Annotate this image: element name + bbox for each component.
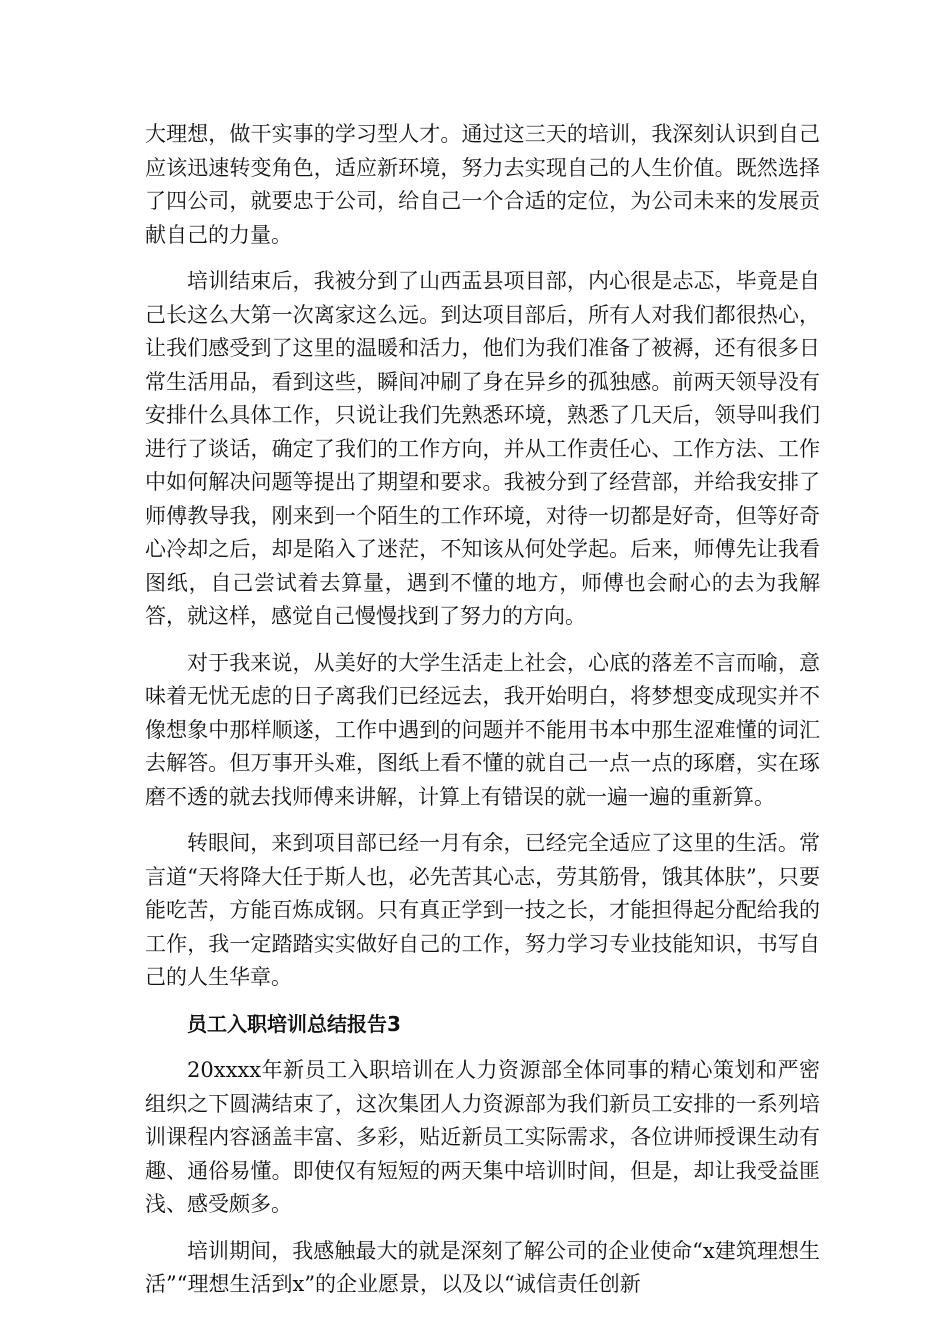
paragraph-3: 对于我来说，从美好的大学生活走上社会，心底的落差不言而喻，意味着无忧无虑的日子离我们已经远去，我开始明白，将梦想变成现实并不像想象中那样顺遂，工作中遇到的问题并不能用书本中那生涩难懂的词汇去解答。但万事开头难，图纸上看不懂的就自己一点一点的琢磨，实在琢磨不透的就去找师傅来讲解，计算上有错误的就一遍一遍的重新算。: [145, 650, 820, 809]
section-heading: 员工入职培训总结报告3: [187, 1011, 401, 1036]
document-page: [145, 118, 820, 1315]
paragraph-1: 大理想，做干实事的学习型人才。通过这三天的培训，我深刻认识到自己应该迅速转变角色，适应新环境，努力去实现自己的人生价值。既然选择了四公司，就要忠于公司，给自己一个合适的定位，为公司未来的发展贡献自己的力量。: [145, 122, 820, 247]
paragraph-2: 培训结束后，我被分到了山西盂县项目部，内心很是忐忑，毕竟是自己长这么大第一次离家这么远。到达项目部后，所有人对我们都很热心，让我们感受到了这里的温暖和活力，他们为我们准备了被褥，还有很多日常生活用品，看到这些，瞬间冲刷了身在异乡的孤独感。前两天领导没有安排什么具体工作，只说让我们先熟悉环境，熟悉了几天后，领导叫我们进行了谈话，确定了我们的工作方向，并从工作责任心、工作方法、工作中如何解决问题等提出了期望和要求。我被分到了经营部，并给我安排了师傅教导我，刚来到一个陌生的工作环境，对待一切都是好奇，但等好奇心冷却之后，却是陷入了迷茫，不知该从何处学起。后来，师傅先让我看图纸，自己尝试着去算量，遇到不懂的地方，师傅也会耐心的去为我解答，就这样，感觉自己慢慢找到了努力的方向。: [145, 269, 820, 628]
paragraph-5: 20xxxx年新员工入职培训在人力资源部全体同事的精心策划和严密组织之下圆满结束了，这次集团人力资源部为我们新员工安排的一系列培训课程内容涵盖丰富、多彩，贴近新员工实际需求，各位讲师授课生动有趣、通俗易懂。即使仅有短短的两天集中培训时间，但是，却让我受益匪浅、感受颇多。: [145, 1058, 820, 1216]
paragraph-4: 转眼间，来到项目部已经一月有余，已经完全适应了这里的生活。常言道“天将降大任于斯人也，必先苦其心志，劳其筋骨，饿其体肤”，只要能吃苦，方能百炼成钢。只有真正学到一技之长，才能担得起分配给我的工作，我一定踏踏实实做好自己的工作，努力学习专业技能知识，书写自己的人生华章。: [145, 831, 820, 989]
paragraph-6: 培训期间，我感触最大的就是深刻了解公司的企业使命“x建筑理想生活”“理想生活到x”的企业愿景，以及以“诚信责任创新: [145, 1238, 820, 1296]
